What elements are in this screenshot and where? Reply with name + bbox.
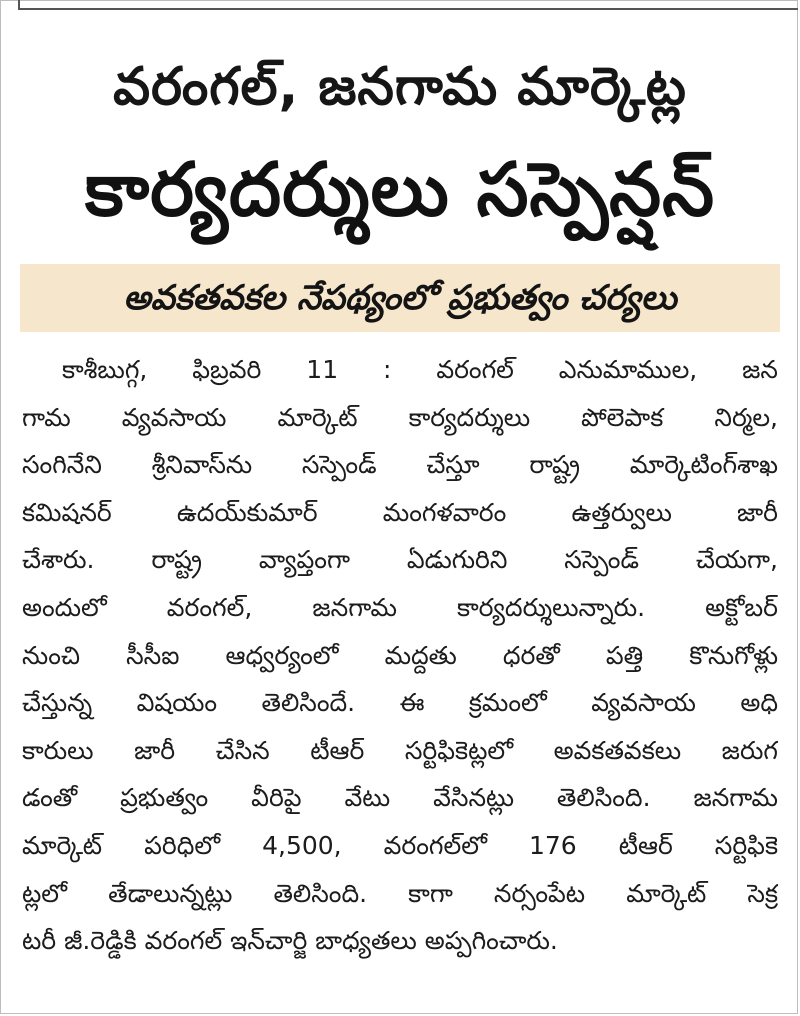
body-line: కారులు జారీ చేసిన టీఆర్ సర్టిఫికెట్లలో అవకతవకలు జరుగ — [22, 735, 778, 765]
headline-line-1: వరంగల్, జనగామ మార్కెట్ల — [113, 57, 687, 117]
body-line: టరీ జీ.రెడ్డికి వరంగల్ ఇన్‌చార్జి బాధ్యతలు అప్పగించారు. — [22, 926, 558, 956]
body-line: కాశీబుగ్గ, ఫిబ్రవరి 11 : వరంగల్ ఎనుమాముల, జన — [62, 355, 778, 384]
previous-article-border — [18, 0, 798, 10]
article-body — [22, 346, 778, 965]
body-line: డంతో ప్రభుత్వం వీరిపై వేటు వేసినట్లు తెలిసింది. జనగామ — [22, 783, 778, 813]
headline-line-2: కార్యదర్శులు సస్పెన్షన్ — [84, 147, 716, 233]
body-line: కమిషనర్ ఉదయ్‌కుమార్ మంగళవారం ఉత్తర్వులు జారీ — [22, 497, 778, 527]
body-line: ట్లలో తేడాలున్నట్లు తెలిసింది. కాగా నర్సంపేట మార్కెట్ సెక్ర — [22, 878, 778, 908]
body-line: మార్కెట్ పరిధిలో 4,500, వరంగల్‌లో 176 టీఆర్ సర్టిఫికె — [22, 830, 778, 860]
body-line: అందులో వరంగల్, జనగామ కార్యదర్శులున్నారు. అక్టోబర్ — [22, 592, 778, 622]
body-line: చేశారు. రాష్ట్ర వ్యాప్తంగా ఏడుగురిని సస్పెండ్ చేయగా, — [22, 545, 778, 575]
body-line: చేస్తున్న విషయం తెలిసిందే. ఈ క్రమంలో వ్యవసాయ అధి — [22, 688, 778, 718]
subheadline: అవకతవకల నేపథ్యంలో ప్రభుత్వం చర్యలు — [123, 278, 677, 318]
body-line: నుంచి సీసీఐ ఆధ్వర్యంలో మద్దతు ధరతో పత్తి కొనుగోళ్లు — [22, 640, 778, 670]
body-line: సంగినేని శ్రీనివాస్‌ను సస్పెండ్ చేస్తూ రాష్ట్ర మార్కెటింగ్‌శాఖ — [22, 450, 778, 480]
body-line: గామ వ్యవసాయ మార్కెట్ కార్యదర్శులు పోలెపాక నిర్మల, — [22, 402, 778, 432]
